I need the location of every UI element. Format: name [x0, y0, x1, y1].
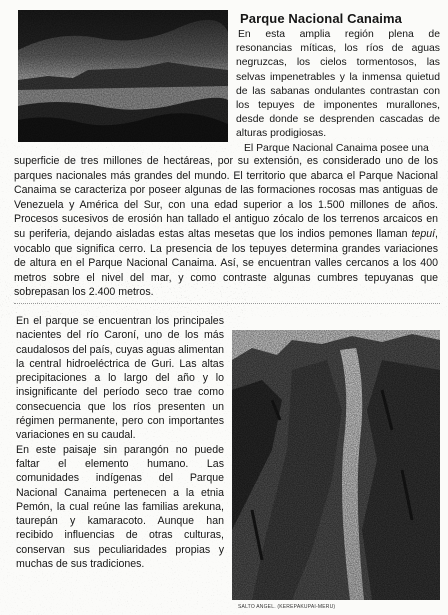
indigenous-paragraph: En este paisaje sin parangón no puede faltar el elemento humano. Las comunidades indígenas del Parque Nacional Canaima pertenecen a la etnia Pemón, la cual reúne las familias arekuna, taurepán y kamaracoto. Aunque han recibido influencias de otras culturas, conservan sus peculiaridades propias y muchas de sus tradiciones. [16, 443, 224, 571]
photo-caption: SALTO ANGEL. (KEREPAKUPAI-MERU) [238, 604, 336, 610]
term-tepui: tepuí [411, 227, 436, 240]
intro-paragraph-continued: El Parque Nacional Canaima posee una [244, 142, 429, 154]
intro-column [236, 28, 440, 156]
intro-paragraph: En esta amplia región plena de resonancias míticas, los ríos de aguas negruzcas, los cielos tormentosos, las selvas impenetrables y la inmensa quietud de las sabanas ondulantes contrastan con los tepuyes de imponentes murallones, desde donde se desprenden cascadas de alturas prodigiosas. [236, 29, 440, 140]
tepui-landscape-photo [18, 10, 228, 142]
section-divider [14, 303, 440, 304]
page-title: Parque Nacional Canaima [240, 11, 402, 26]
main-paragraph-text: superficie de tres millones de hectáreas, por su extensión, es considerado uno de los parques nacionales más grandes del mundo. El territorio que abarca el Parque Nacional Canaima se caracteriza por poseer algunas de las formaciones rocosas mas antiguas de Venezuela y América del Sur, con una edad superior a los 1.500 millones de años. Procesos sucesivos de erosión han tallado el antiguo zócalo de los terrenos arcaicos en su periferia, dejando aisladas estas altas mesetas que los indios pemones llaman [14, 155, 438, 240]
river-paragraph: En el parque se encuentran los principales nacientes del río Caroní, uno de los más caudalosos del país, cuyas aguas alimentan la central hidroeléctrica de Guri. Las altas precipitaciones a lo largo del año y lo insignificante del período seco trae como consecuencia que los ríos presenten un régimen permanente, pero con importantes variaciones en su caudal. [16, 315, 224, 442]
lower-left-column [16, 314, 224, 571]
waterfall-photo [232, 330, 440, 600]
main-paragraph-text-end: , vocablo que significa cerro. La presencia de los tepuyes determina grandes variaciones de altura en el Parque Nacional Canaima. Así, se encuentran valles cercanos a los 400 metros sobre el nivel del mar, y como contraste algunas cumbres tepuyanas que sobrepasan los 2.400 metros. [14, 227, 438, 299]
main-paragraph [14, 154, 438, 300]
